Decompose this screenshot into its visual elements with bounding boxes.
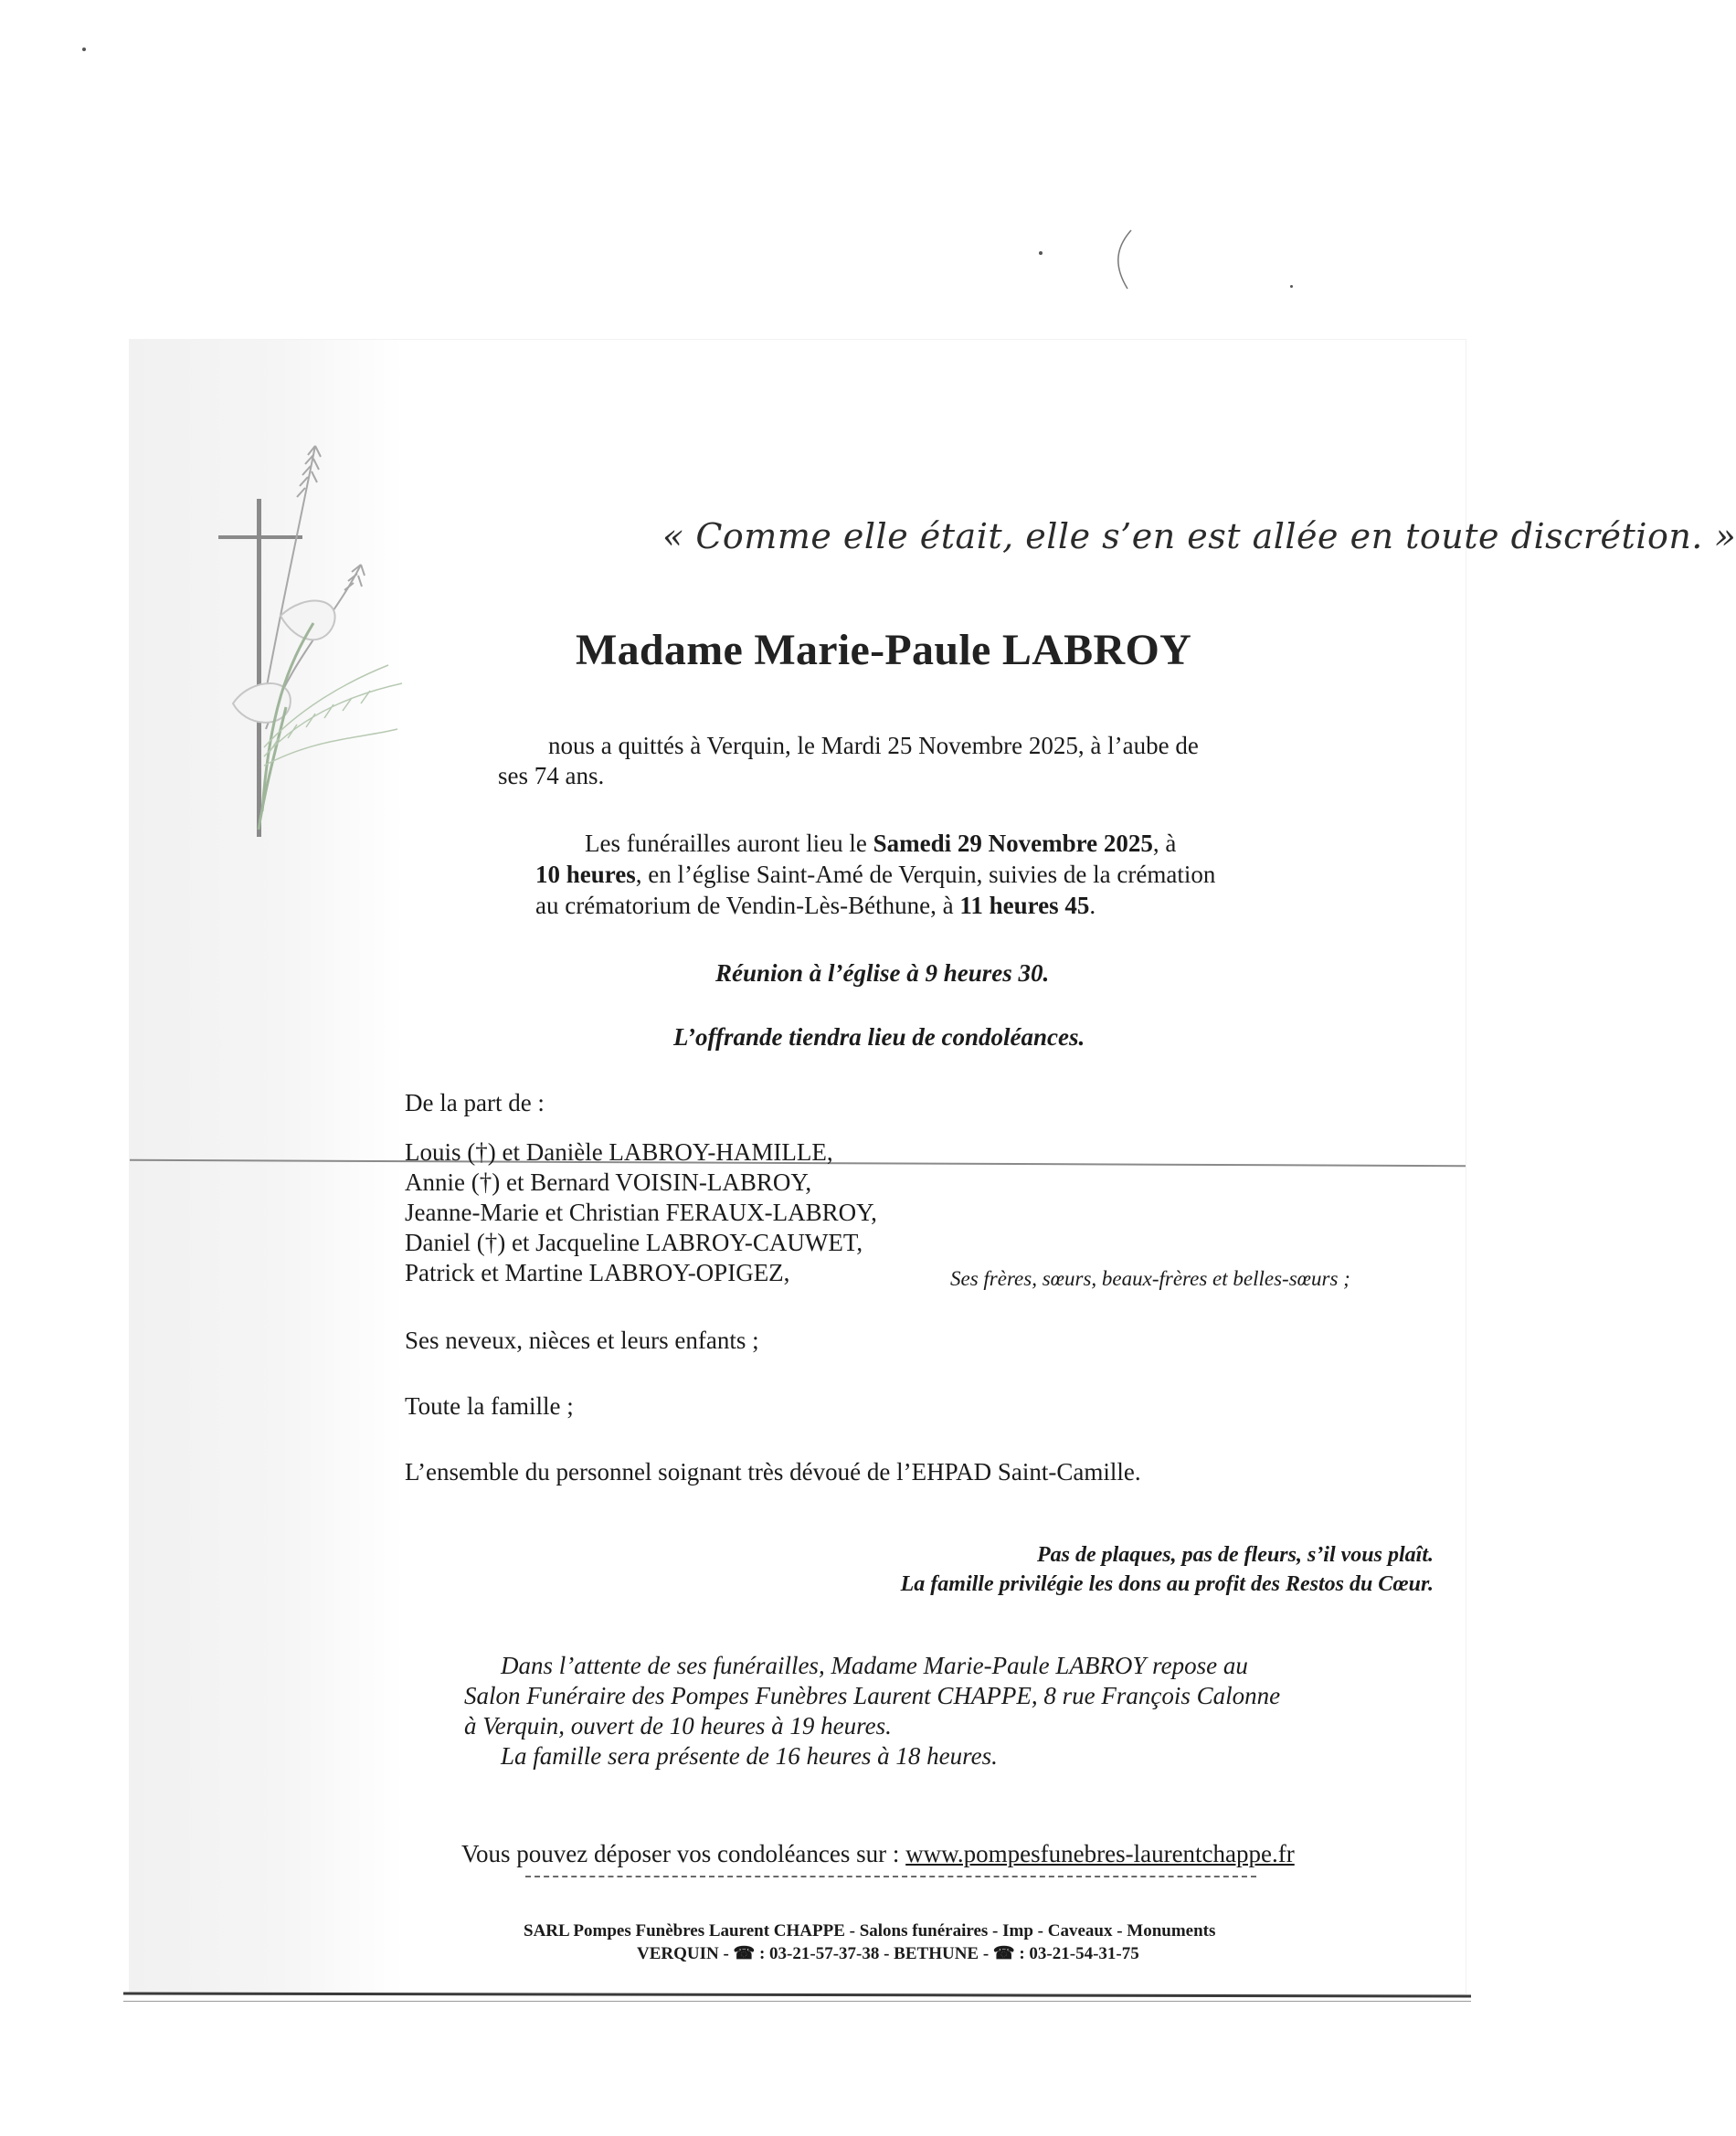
family-member: Patrick et Martine LABROY-OPIGEZ, (405, 1259, 790, 1286)
funeral-line (535, 859, 1215, 890)
reunion-note: Réunion à l’église à 9 heures 30. (715, 959, 1050, 987)
repose-line: Dans l’attente de ses funérailles, Madame Marie-Paule LABROY repose au (501, 1652, 1248, 1679)
repose-line: La famille sera présente de 16 heures à 18 heures. (501, 1742, 998, 1770)
epigraph-quote: « Comme elle était, elle s’en est allée en toute discrétion. » (662, 516, 1736, 556)
funeral-text: au crématorium de Vendin-Lès-Béthune, à (535, 892, 960, 919)
funeral-time: 10 heures (535, 861, 636, 888)
footer-divider (525, 1876, 1256, 1877)
calla-lily-icon (233, 601, 335, 830)
cremation-time: 11 heures 45 (959, 892, 1090, 919)
neveux-line: Ses neveux, nièces et leurs enfants ; (405, 1327, 759, 1354)
no-flowers-note: Pas de plaques, pas de fleurs, s’il vous plaît. (1036, 1543, 1434, 1567)
condolences-link[interactable]: www.pompesfunebres-laurentchappe.fr (905, 1840, 1295, 1867)
footer-phones: VERQUIN - ☎ : 03-21-57-37-38 - BETHUNE - ☎ : 03-21-54-31-75 (637, 1944, 1139, 1963)
scan-speck (1290, 285, 1293, 288)
funeral-text: , en l’église Saint-Amé de Verquin, suivies de la crémation (635, 861, 1216, 888)
family-relation: Ses frères, sœurs, beaux-frères et belles-sœurs ; (950, 1267, 1350, 1290)
deceased-name: Madame Marie-Paule LABROY (576, 626, 1192, 674)
condolences-line (461, 1838, 1295, 1869)
repose-line: Salon Funéraire des Pompes Funèbres Laurent CHAPPE, 8 rue François Calonne (464, 1682, 1281, 1709)
intro-line: nous a quittés à Verquin, le Mardi 25 Novembre 2025, à l’aube de (548, 732, 1199, 759)
personnel-line: L’ensemble du personnel soignant très dévoué de l’EHPAD Saint-Camille. (405, 1458, 1141, 1486)
family-member: Annie (†) et Bernard VOISIN-LABROY, (405, 1168, 812, 1196)
funeral-text: Les funérailles auront lieu le (585, 830, 873, 857)
de-la-part-heading: De la part de : (405, 1089, 545, 1116)
condolences-text: Vous pouvez déposer vos condoléances sur : (461, 1840, 906, 1867)
donations-note: La famille privilégie les dons au profit des Restos du Cœur. (900, 1572, 1434, 1596)
funeral-line (585, 828, 1176, 859)
repose-line: à Verquin, ouvert de 10 heures à 19 heures. (464, 1712, 892, 1739)
scan-speck (1039, 251, 1043, 255)
scan-mark (1106, 228, 1142, 292)
cross-and-lilies-illustration (206, 437, 416, 848)
family-member: Jeanne-Marie et Christian FERAUX-LABROY, (405, 1199, 877, 1226)
footer-company: SARL Pompes Funèbres Laurent CHAPPE - Salons funéraires - Imp - Caveaux - Monuments (524, 1921, 1216, 1940)
card-bottom-edge-shadow (123, 2001, 1471, 2002)
scan-speck (82, 48, 86, 51)
funeral-text: , à (1152, 830, 1177, 857)
family-member: Daniel (†) et Jacqueline LABROY-CAUWET, (405, 1229, 863, 1256)
offrande-note: L’offrande tiendra lieu de condoléances. (673, 1023, 1085, 1051)
famille-line: Toute la famille ; (405, 1392, 574, 1420)
family-member: Louis (†) et Danièle LABROY-HAMILLE, (405, 1138, 833, 1166)
intro-line: ses 74 ans. (498, 762, 605, 789)
funeral-line (535, 890, 1096, 921)
funeral-date: Samedi 29 Novembre 2025 (873, 830, 1153, 857)
funeral-text: . (1089, 892, 1096, 919)
